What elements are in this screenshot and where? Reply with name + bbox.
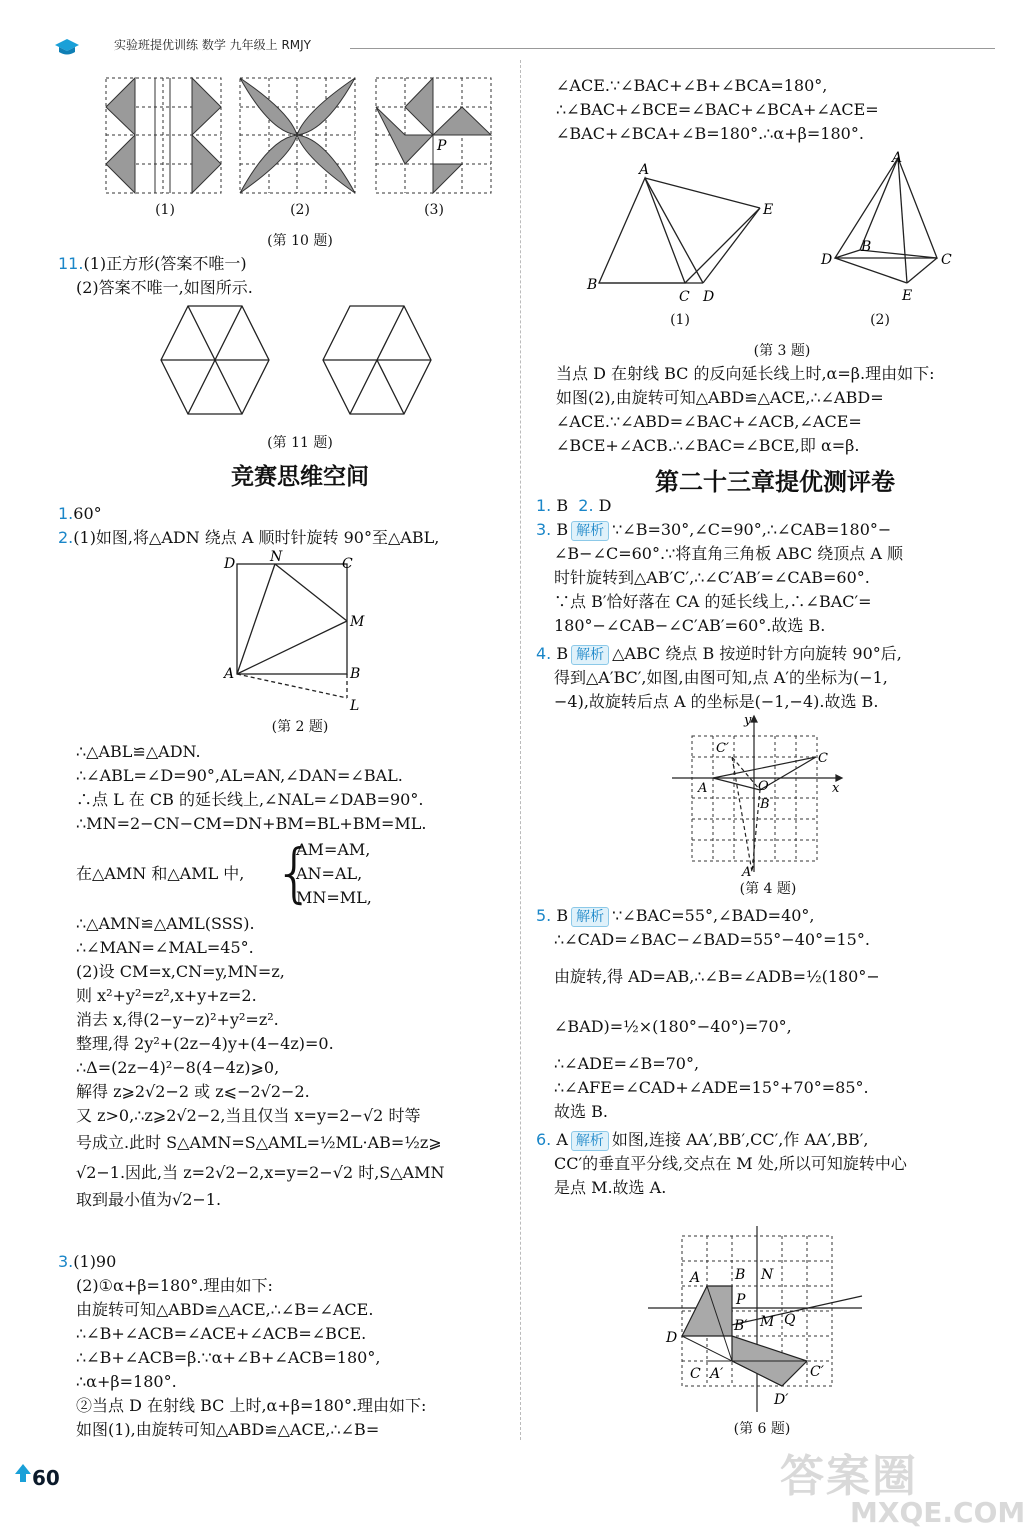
c2-line1: (1)如图,将△ADN 绕点 A 顺时针旋转 90°至△ABL,	[73, 528, 440, 547]
c2-system-prefix: 在△AMN 和△AML 中,	[76, 864, 245, 883]
r4-line: 得到△A′BC′,如图,由图可知,点 A′的坐标为(−1,	[554, 668, 888, 687]
page-header	[20, 30, 995, 56]
fig6-label-q: Q	[784, 1312, 796, 1328]
fig10-caption: (第 10 题)	[267, 233, 333, 249]
r5-line: ∴∠AFE=∠CAD+∠ADE=15°+70°=85°.	[554, 1078, 869, 1097]
r4-block	[536, 642, 902, 714]
fig6-label-b: B	[735, 1267, 746, 1283]
fig2-label-n: N	[270, 549, 283, 565]
right-mid-text	[556, 362, 935, 458]
r5-line: ∴∠CAD=∠BAC−∠BAD=55°−40°=15°.	[554, 930, 870, 949]
r4-number: 4.	[536, 644, 552, 663]
c2-system-eq: AM=AM,	[296, 840, 371, 859]
r3-first: ∵∠B=30°,∠C=90°,∴∠CAB=180°−	[612, 520, 892, 539]
fig2-label-m: M	[350, 614, 365, 630]
r5-block	[536, 904, 880, 1124]
c2-proof-line: ∴MN=2−CN−CM=DN+BM=BL+BM=ML.	[76, 814, 427, 833]
fig6-label-m: M	[760, 1314, 775, 1330]
r5-line: ∴∠ADE=∠B=70°,	[554, 1054, 700, 1073]
c1-number: 1.	[58, 504, 74, 523]
c2-proof-line: 号成立.此时 S△AMN=S△AML=½ML·AB=½z⩾	[76, 1133, 442, 1152]
fig4-label-x: x	[832, 781, 840, 796]
brace-icon: {	[274, 837, 315, 911]
fig3-label-e: E	[763, 202, 774, 218]
r1-answer: B	[556, 496, 569, 515]
r4-line: −4),故旋转后点 A 的坐标是(−1,−4).故选 B.	[554, 692, 879, 711]
r4-answer: B	[556, 644, 569, 663]
analysis-tag: 解析	[571, 907, 609, 927]
c3-line: 由旋转可知△ABD≌△ACE,∴∠B=∠ACE.	[76, 1300, 374, 1319]
figure-4	[668, 712, 858, 878]
rm-line: 如图(2),由旋转可知△ABD≌△ACE,∴∠ABD=	[556, 388, 884, 407]
fig4-label-a1: A′	[742, 865, 755, 880]
right-top-text	[556, 74, 879, 146]
c3-line: ②当点 D 在射线 BC 上时,α+β=180°.理由如下:	[76, 1396, 427, 1415]
fig4-label-o: O	[758, 779, 769, 794]
analysis-tag: 解析	[571, 1131, 609, 1151]
c3-line: 如图(1),由旋转可知△ABD≌△ACE,∴∠B=	[76, 1420, 380, 1439]
r6-line: 是点 M.故选 A.	[554, 1178, 667, 1197]
column-divider	[520, 60, 521, 1440]
c3-number: 3.	[58, 1252, 74, 1271]
r3-line: 180°−∠CAB−∠C′AB′=60°.故选 B.	[554, 616, 826, 635]
fig4-label-a: A	[698, 781, 708, 796]
fig3-label-d: D	[703, 289, 715, 305]
fig3-caption: (第 3 题)	[753, 343, 811, 359]
c2-proof-line: 则 x²+y²=z²,x+y+z=2.	[76, 986, 257, 1005]
fig6-label-c1: C′	[810, 1364, 824, 1380]
r3-line: 时针旋转到△AB′C′,∴∠C′AB′=∠CAB=60°.	[554, 568, 870, 587]
r5-answer: B	[556, 906, 569, 925]
watermark-url: MXQE.COM	[850, 1496, 1025, 1529]
book-logo-icon	[54, 38, 80, 56]
rm-line: ∠ACE.∵∠ABD=∠BAC+∠ACB,∠ACE=	[556, 412, 862, 431]
c2-proof-line: ∴△AMN≌△AML(SSS).	[76, 914, 255, 933]
fig3-label-b: B	[587, 277, 598, 293]
fig3-sub1: (1)	[670, 312, 690, 328]
c3-line: ∴∠B+∠ACB=β.∵α+∠B+∠ACB=180°,	[76, 1348, 381, 1367]
c2-proof-line: ∴点 L 在 CB 的延长线上,∠NAL=∠DAB=90°.	[76, 790, 424, 809]
r5-number: 5.	[536, 906, 552, 925]
figure-6	[648, 1226, 868, 1416]
c2-proof-line: 又 z>0,∴z⩾2√2−2,当且仅当 x=y=2−√2 时等	[76, 1106, 421, 1125]
fig4-label-c1: C′	[716, 741, 729, 756]
c2-proof-line: 取到最小值为√2−1.	[76, 1190, 222, 1209]
watermark-logo: 答案圈	[780, 1451, 918, 1502]
figure-2	[222, 548, 372, 716]
fig6-label-b1: B′	[734, 1318, 748, 1334]
fig10-sub1: (1)	[155, 202, 175, 218]
fig2-label-l: L	[350, 698, 360, 714]
page-arrow-icon	[14, 1462, 32, 1484]
fig6-label-a1: A′	[710, 1366, 724, 1382]
page-number: 60	[32, 1466, 60, 1490]
r6-line: CC′的垂直平分线,交点在 M 处,所以可知旋转中心	[554, 1154, 907, 1173]
r5-line: ∠BAD)=½×(180°−40°)=70°,	[554, 1017, 792, 1036]
fig6-caption: (第 6 题)	[733, 1421, 791, 1437]
figure-3	[585, 148, 965, 334]
fig6-label-d: D	[666, 1330, 678, 1346]
c2-proof-line: √2−1.因此,当 z=2√2−2,x=y=2−√2 时,S△AMN	[76, 1163, 445, 1182]
c2-proof-line: ∴△ABL≌△ADN.	[76, 742, 201, 761]
c2-proof-line: (2)设 CM=x,CN=y,MN=z,	[76, 962, 285, 981]
fig3-label-c: C	[679, 289, 690, 305]
fig6-label-c: C	[690, 1366, 701, 1382]
fig11-caption: (第 11 题)	[267, 435, 333, 451]
rt-line: ∠BAC+∠BCA+∠B=180°.∴α+β=180°.	[556, 124, 864, 143]
fig4-label-b: B	[760, 797, 770, 812]
analysis-tag: 解析	[571, 645, 609, 665]
rt-line: ∴∠BAC+∠BCE=∠BAC+∠BCA+∠ACE=	[556, 100, 879, 119]
fig6-label-d1: D′	[774, 1392, 789, 1408]
c3-block	[58, 1250, 426, 1442]
fig3-label-a: A	[639, 162, 650, 178]
fig4-caption: (第 4 题)	[739, 881, 797, 897]
r5-first: ∵∠BAC=55°,∠BAD=40°,	[612, 906, 815, 925]
rm-line: 当点 D 在射线 BC 的反向延长线上时,α=β.理由如下:	[556, 364, 935, 383]
fig2-label-b: B	[350, 666, 361, 682]
r3-block	[536, 518, 903, 638]
c2-proof-line: 整理,得 2y²+(2z−4)y+(4−4z)=0.	[76, 1034, 334, 1053]
c2-system-eq: AN=AL,	[296, 864, 363, 883]
fig10-sub2: (2)	[290, 202, 310, 218]
fig6-label-a: A	[690, 1270, 701, 1286]
section-title-left: 竞赛思维空间	[231, 464, 369, 490]
r2-answer: D	[598, 496, 612, 515]
c3-line: ∴∠B+∠ACB=∠ACE+∠ACB=∠BCE.	[76, 1324, 367, 1343]
r5-line: 故选 B.	[554, 1102, 608, 1121]
r6-block	[536, 1128, 907, 1200]
c3-line: ∴α+β=180°.	[76, 1372, 177, 1391]
c2-proof-line: 解得 z⩾2√2−2 或 z⩽−2√2−2.	[76, 1082, 310, 1101]
r3-line: ∵点 B′恰好落在 CA 的延长线上,∴∠BAC′=	[554, 592, 872, 611]
comp-block-1	[58, 502, 439, 550]
r2-number: 2.	[578, 496, 594, 515]
fig3-label-b2: B	[861, 239, 872, 255]
c3-line: (1)90	[73, 1252, 117, 1271]
rm-line: ∠BCE+∠ACB.∴∠BAC=∠BCE,即 α=β.	[556, 436, 860, 455]
c2-proof-line: ∴Δ=(2z−4)²−8(4−4z)⩾0,	[76, 1058, 280, 1077]
fig3-label-a2: A	[892, 150, 903, 166]
r6-first: 如图,连接 AA′,BB′,CC′,作 AA′,BB′,	[611, 1130, 869, 1149]
book-title: 实验班提优训练 数学 九年级上 RMJY	[114, 38, 312, 52]
r3-number: 3.	[536, 520, 552, 539]
q11-number: 11.	[58, 254, 84, 273]
c2-proof-line: ∴∠ABL=∠D=90°,AL=AN,∠DAN=∠BAL.	[76, 766, 403, 785]
q11-line1: (1)正方形(答案不唯一)	[83, 254, 247, 273]
fig6-label-n: N	[761, 1267, 774, 1283]
r3-line: ∠B−∠C=60°.∵将直角三角板 ABC 绕顶点 A 顺	[554, 544, 904, 563]
figure-11	[150, 298, 450, 428]
fig2-label-a: A	[224, 666, 235, 682]
r4-first: △ABC 绕点 B 按逆时针方向旋转 90°后,	[612, 644, 902, 663]
fig10-sub3: (3)	[424, 202, 444, 218]
rt-line: ∠ACE.∵∠BAC+∠B+∠BCA=180°,	[556, 76, 828, 95]
fig4-label-c: C	[818, 751, 828, 766]
figure-10	[100, 72, 500, 202]
r3-answer: B	[556, 520, 569, 539]
r6-answer: A	[556, 1130, 568, 1149]
c2-proof-part2	[76, 912, 445, 1212]
q11-line2: (2)答案不唯一,如图所示.	[76, 278, 253, 297]
r6-number: 6.	[536, 1130, 552, 1149]
r12-block	[536, 494, 611, 518]
fig6-label-p: P	[736, 1292, 746, 1308]
fig2-label-d: D	[224, 556, 236, 572]
fig3-label-e2: E	[902, 288, 913, 304]
fig3-label-d2: D	[821, 252, 833, 268]
fig2-caption: (第 2 题)	[271, 719, 329, 735]
header-rule	[350, 48, 995, 49]
r5-line: 由旋转,得 AD=AB,∴∠B=∠ADB=½(180°−	[554, 967, 880, 986]
analysis-tag: 解析	[571, 521, 609, 541]
section-title-right: 第二十三章提优测评卷	[655, 468, 895, 496]
c1-answer: 60°	[73, 504, 102, 523]
fig4-label-y: y	[744, 713, 752, 728]
fig2-label-c: C	[342, 556, 353, 572]
c3-line: (2)①α+β=180°.理由如下:	[76, 1276, 273, 1295]
c2-system-eq: MN=ML,	[296, 888, 372, 907]
fig3-sub2: (2)	[870, 312, 890, 328]
c2-number: 2.	[58, 528, 74, 547]
c2-proof-line: 消去 x,得(2−y−z)²+y²=z².	[76, 1010, 279, 1029]
q11-block	[58, 252, 253, 300]
c2-proof-line: ∴∠MAN=∠MAL=45°.	[76, 938, 254, 957]
r1-number: 1.	[536, 496, 552, 515]
fig3-label-c2: C	[941, 252, 952, 268]
point-label-p: P	[437, 138, 447, 154]
c2-proof-part1	[76, 740, 426, 836]
